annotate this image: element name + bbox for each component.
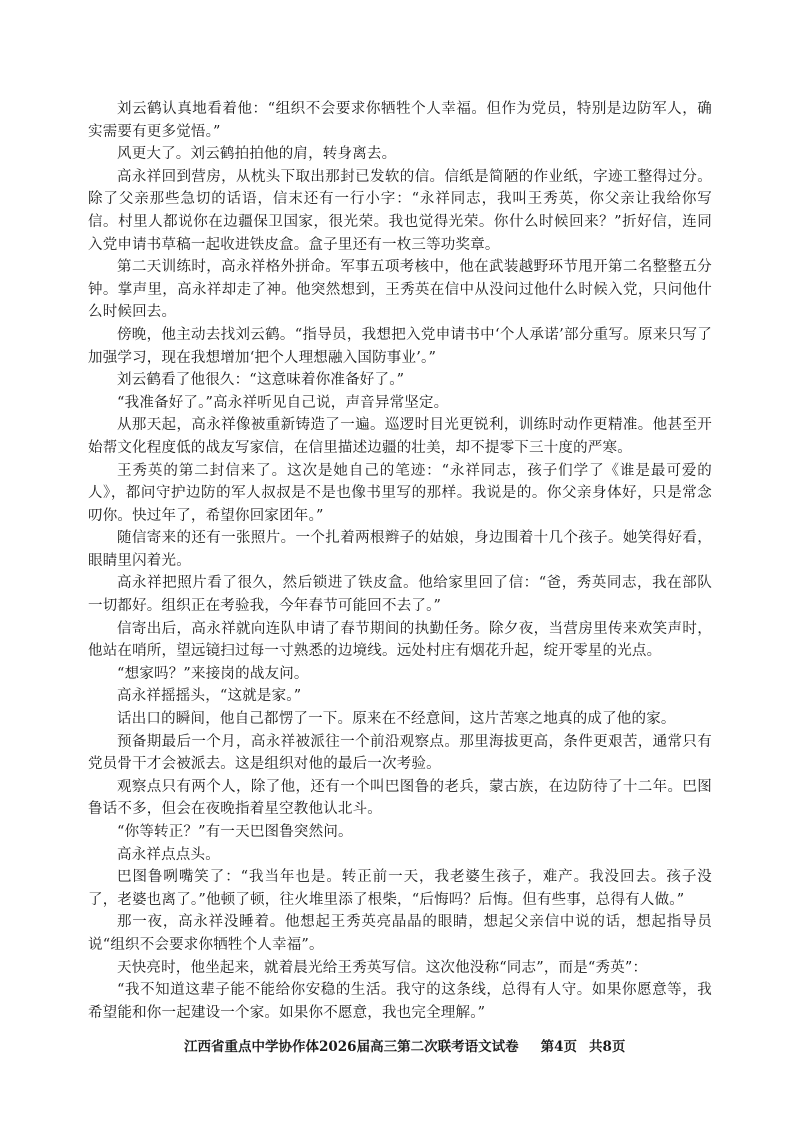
page-footer — [0, 1019, 800, 1055]
paragraph: 刘云鹤看了他很久：“这意味着你准备好了。” — [117, 372, 405, 389]
paragraph: “你等转正？”有一天巴图鲁突然问。 — [117, 824, 353, 840]
paragraph: “我准备好了。”高永祥听见自己说，声音异常坚定。 — [117, 394, 449, 411]
paragraph: 话出口的瞬间，他自己都愣了一下。原来在不经意间，这片苦寒之地真的成了他的家。 — [117, 711, 676, 728]
paragraph: 王秀英的第二封信来了。这次是她自己的笔迹：“永祥同志，孩子们学了《谁是最可爱的人》，都问守护边防的军人叔叔是不是也像书里写的那样。我说是的。你父亲身体好，只是常念叨你。快过年了，希望你回家团年。” — [88, 462, 712, 524]
paragraph: “想家吗？”来接岗的战友问。 — [117, 665, 309, 682]
paragraph: 傍晚，他主动去找刘云鹤。“指导员，我想把入党申请书中‘个人承诺’部分重写。原来只写了加强学习，现在我想增加‘把个人理想融入国防事业’。” — [88, 326, 712, 366]
paragraph: 随信寄来的还有一张照片。一个扎着两根辫子的姑娘，身边围着十几个孩子。她笑得好看，眼睛里闪着光。 — [88, 530, 712, 569]
total-pages: 共8页 — [588, 1039, 626, 1055]
paragraph: 刘云鹤认真地看着他：“组织不会要求你牺牲个人幸福。但作为党员，特别是边防军人，确实需要有更多觉悟。” — [88, 101, 712, 140]
paragraph: 高永祥点点头。 — [117, 846, 220, 863]
paragraph: 观察点只有两个人，除了他，还有一个叫巴图鲁的老兵，蒙古族，在边防待了十二年。巴图鲁话不多，但会在夜晚指着星空教他认北斗。 — [88, 778, 712, 818]
paragraph: 从那天起，高永祥像被重新铸造了一遍。巡逻时目光更锐利，训练时动作更精准。他甚至开始帮文化程度低的战友写家信，在信里描述边疆的壮美，却不提零下三十度的严寒。 — [88, 417, 712, 456]
paragraph: 第二天训练时，高永祥格外拼命。军事五项考核中，他在武装越野环节甩开第二名整整五分钟。掌声里，高永祥却走了神。他突然想到，王秀英在信中从没问过他什么时候入党，只问他什么时候回去。 — [88, 259, 712, 321]
paragraph: 风更大了。刘云鹤拍拍他的肩，转身离去。 — [117, 146, 397, 163]
paragraph: 高永祥回到营房，从枕头下取出那封已发软的信。信纸是简陋的作业纸，字迹工整得过分。除了父亲那些急切的话语，信末还有一行小字：“永祥同志，我叫王秀英，你父亲让我给你写信。村里人都说你在边疆保卫国家，很光荣。我也觉得光荣。你什么时候回来？”折好信，连同入党申请书草稿一起收进铁皮盒。盒子里还有一枚三等功奖章。 — [88, 168, 712, 253]
paragraph: 预备期最后一个月，高永祥被派往一个前沿观察点。那里海拔更高，条件更艰苦，通常只有党员骨干才会被派去。这是组织对他的最后一次考验。 — [88, 733, 712, 773]
document-body — [88, 98, 712, 1024]
paragraph: 信寄出后，高永祥就向连队申请了春节期间的执勤任务。除夕夜，当营房里传来欢笑声时，他站在哨所，望远镜扫过每一寸熟悉的边境线。远处村庄有烟花升起，绽开零星的光点。 — [88, 620, 712, 660]
page-number: 第4页 — [540, 1039, 577, 1055]
paragraph: 那一夜，高永祥没睡着。他想起王秀英亮晶晶的眼睛，想起父亲信中说的话，想起指导员说“组织不会要求你牺牲个人幸福”。 — [88, 914, 712, 953]
paragraph: 天快亮时，他坐起来，就着晨光给王秀英写信。这次他没称“同志”，而是“秀英”： — [117, 959, 648, 976]
paragraph: 巴图鲁咧嘴笑了：“我当年也是。转正前一天，我老婆生孩子，难产。我没回去。孩子没了，老婆也离了。”他顿了顿，往火堆里添了根柴，“后悔吗？后悔。但有些事，总得有人做。” — [88, 869, 712, 908]
paragraph: “我不知道这辈子能不能给你安稳的生活。我守的这条线，总得有人守。如果你愿意等，我希望能和你一起建设一个家。如果你不愿意，我也完全理解。” — [88, 982, 712, 1021]
paragraph: 高永祥把照片看了很久，然后锁进了铁皮盒。他给家里回了信：“爸，秀英同志，我在部队一切都好。组织正在考验我，今年春节可能回不去了。” — [88, 575, 712, 615]
exam-title: 江西省重点中学协作体2026届高三第二次联考语文试卷 — [184, 1039, 519, 1055]
paragraph: 高永祥摇摇头，“这就是家。” — [117, 688, 302, 705]
